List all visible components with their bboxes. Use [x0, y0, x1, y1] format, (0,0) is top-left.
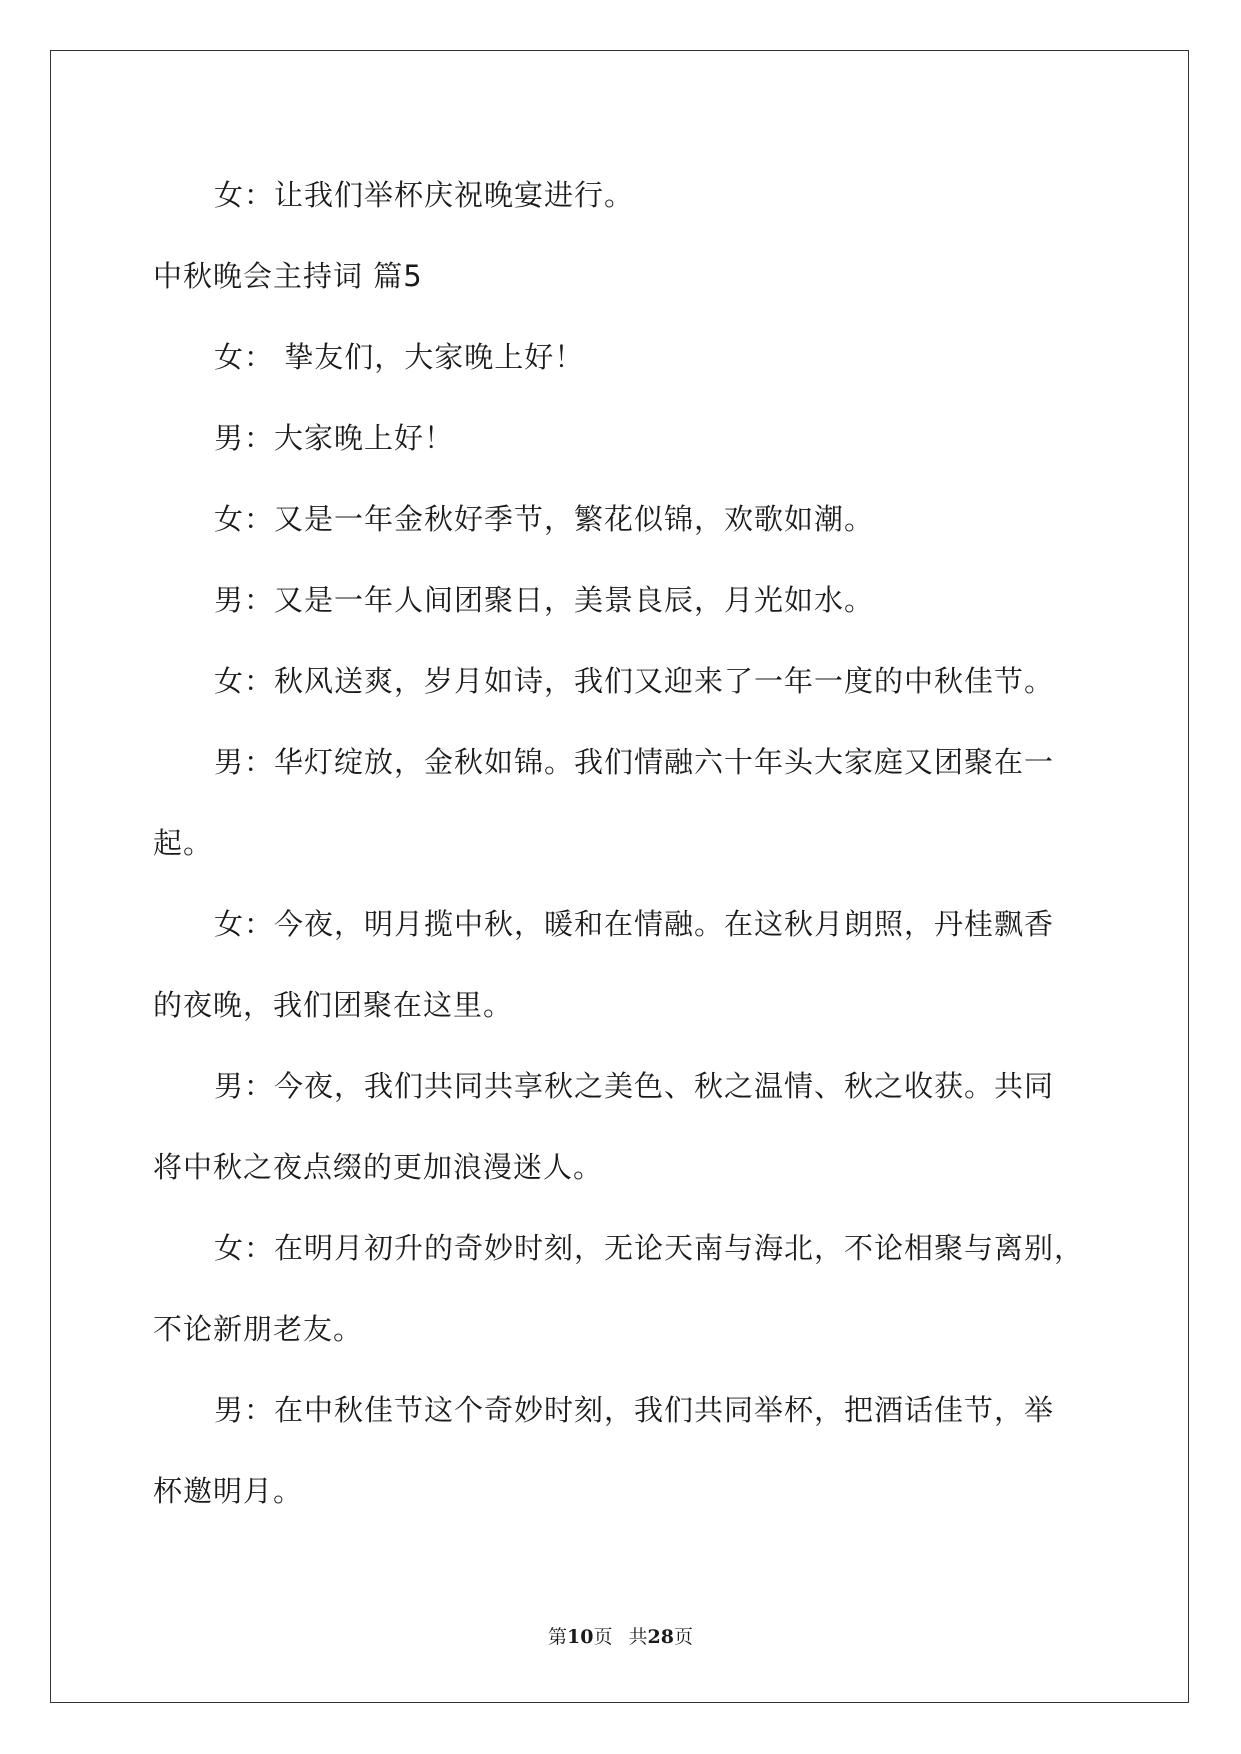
text-line-9: 起。 [153, 826, 214, 860]
section-heading: 中秋晚会主持词 篇5 [153, 259, 423, 293]
text-line-13: 将中秋之夜点缀的更加浪漫迷人。 [153, 1150, 604, 1184]
text-line-11: 的夜晚，我们团聚在这里。 [153, 988, 514, 1022]
total-pages: 28 [647, 1626, 674, 1648]
page-border [50, 50, 1189, 1703]
text-line-4: 男：大家晚上好！ [214, 421, 455, 455]
page-suffix: 页 [593, 1626, 613, 1648]
total-prefix: 共 [628, 1626, 648, 1648]
text-line-14: 女：在明月初升的奇妙时刻，无论天南与海北，不论相聚与离别， [214, 1231, 1085, 1265]
text-line-16: 男：在中秋佳节这个奇妙时刻，我们共同举杯，把酒话佳节，举 [214, 1393, 1055, 1427]
text-line-10: 女：今夜，明月揽中秋，暖和在情融。在这秋月朗照，丹桂飘香 [214, 907, 1055, 941]
text-line-3: 女： 挚友们，大家晚上好！ [214, 340, 585, 374]
text-line-7: 女：秋风送爽，岁月如诗，我们又迎来了一年一度的中秋佳节。 [214, 664, 1055, 698]
text-line-6: 男：又是一年人间团聚日，美景良辰，月光如水。 [214, 583, 875, 617]
text-line-15: 不论新朋老友。 [153, 1312, 364, 1346]
text-line-8: 男：华灯绽放，金秋如锦。我们情融六十年头大家庭又团聚在一 [214, 745, 1055, 779]
total-suffix: 页 [673, 1626, 693, 1648]
text-line-5: 女：又是一年金秋好季节，繁花似锦，欢歌如潮。 [214, 502, 875, 536]
page-footer [0, 1624, 1241, 1650]
text-line-17: 杯邀明月。 [153, 1474, 304, 1508]
page-number: 10 [567, 1626, 594, 1648]
page-prefix: 第 [548, 1626, 568, 1648]
text-line-1: 女：让我们举杯庆祝晚宴进行。 [214, 178, 635, 212]
text-line-12: 男：今夜，我们共同共享秋之美色、秋之温情、秋之收获。共同 [214, 1069, 1055, 1103]
